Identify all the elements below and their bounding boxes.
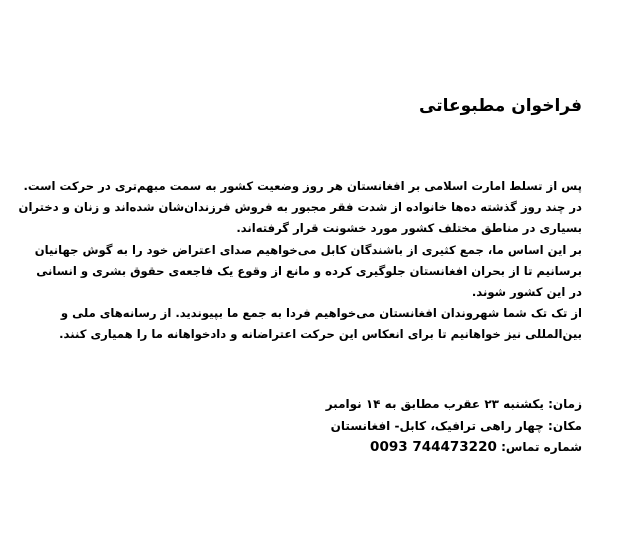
body-line: در چند روز گذشته ده‌ها خانواده از شدت فقر مجبور به فروش فرزندان‌شان شده‌اند و زنان و دختران	[18, 200, 582, 215]
event-phone-value: 0093 744473220	[370, 439, 497, 455]
body-line: برسانیم تا از بحران افغانستان جلوگیری کرده و مانع از وقوع یک فاجعه‌ی حقوق بشری و انسانی	[36, 263, 582, 278]
event-info	[326, 394, 582, 459]
event-time-value: یکشنبه ۲۳ عقرب مطابق به ۱۴ نوامبر	[325, 397, 544, 411]
body-line: بسیاری در مناطق مختلف کشور مورد خشونت قرار گرفته‌اند.	[236, 221, 582, 236]
event-time-label: زمان:	[548, 397, 582, 411]
body-line: در این کشور شوند.	[471, 285, 582, 300]
event-time-row	[326, 394, 582, 416]
event-place-value: چهار راهی ترافیک، کابل- افغانستان	[330, 418, 544, 433]
body-line: بین‌المللی نیز خواهانیم تا برای انعکاس این حرکت اعتراضانه و دادخواهانه ما را همیاری کنند.	[59, 327, 582, 342]
body-line: از تک تک شما شهروندان افغانستان می‌خواهیم فردا به جمع ما بپیوندید. از رسانه‌های ملی و	[60, 306, 582, 321]
body-line: بر این اساس ما، جمع کثیری از باشندگان کابل می‌خواهیم صدای اعتراض خود را به گوش جهانیان	[34, 242, 582, 257]
body-line: پس از تسلط امارت اسلامی بر افغانستان هر روز وضعیت کشور به سمت مبهم‌تری در حرکت است.	[23, 179, 582, 193]
event-place-label: مکان:	[548, 418, 582, 433]
event-place-row	[326, 416, 582, 438]
document-body	[18, 176, 582, 346]
document-title: فراخوان مطبوعاتی	[419, 96, 582, 116]
event-phone-label: شماره تماس:	[501, 440, 582, 454]
event-phone-row	[326, 437, 582, 459]
